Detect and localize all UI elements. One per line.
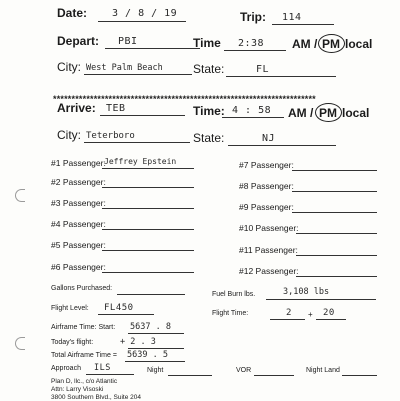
night-land-line bbox=[342, 375, 377, 376]
arrive-state-line bbox=[228, 145, 336, 146]
arrive-am: AM / bbox=[288, 106, 314, 120]
passenger-4-label: #4 Passenger: bbox=[51, 219, 106, 229]
binder-hole-bottom bbox=[15, 337, 25, 350]
arrive-time-value: 4 : 58 bbox=[232, 105, 272, 116]
passenger-6-line bbox=[102, 272, 194, 273]
airframe-start-value: 5637 . 8 bbox=[130, 322, 171, 332]
depart-city-value: West Palm Beach bbox=[86, 63, 163, 73]
passenger-8-line bbox=[292, 191, 377, 192]
gallons-label: Gallons Purchased: bbox=[51, 285, 113, 292]
night-line bbox=[168, 375, 212, 376]
flight-time-hours-line bbox=[270, 319, 305, 320]
approach-value: ILS bbox=[94, 363, 111, 373]
arrive-state-value: NJ bbox=[262, 133, 276, 144]
arrive-state-label: State: bbox=[193, 131, 225, 145]
passenger-10-line bbox=[296, 233, 377, 234]
total-airframe-line bbox=[125, 361, 185, 362]
passenger-6-label: #6 Passenger: bbox=[51, 262, 106, 272]
depart-city-label: City: bbox=[57, 60, 81, 74]
flight-time-label: Flight Time: bbox=[212, 310, 249, 317]
arrive-value: TEB bbox=[106, 103, 126, 114]
fuel-burn-line bbox=[266, 299, 376, 300]
depart-time-line bbox=[224, 50, 286, 51]
passenger-5-label: #5 Passenger: bbox=[51, 240, 106, 250]
depart-local: local bbox=[345, 37, 373, 51]
depart-line bbox=[105, 48, 200, 49]
airframe-start-label: Airframe Time: Start: bbox=[51, 324, 116, 331]
date-line bbox=[98, 21, 186, 22]
arrive-city-value: Teterboro bbox=[86, 131, 135, 141]
passenger-9-label: #9 Passenger: bbox=[239, 202, 294, 212]
depart-am: AM / bbox=[292, 37, 318, 51]
arrive-city-label: City: bbox=[57, 128, 81, 142]
airframe-start-line bbox=[128, 333, 184, 334]
depart-state-label: State: bbox=[193, 62, 225, 76]
date-label: Date: bbox=[57, 6, 88, 20]
trip-line bbox=[272, 24, 334, 25]
date-value: 3 / 8 / 19 bbox=[112, 8, 178, 19]
passenger-2-label: #2 Passenger: bbox=[51, 177, 106, 187]
passenger-2-line bbox=[102, 187, 194, 188]
flight-time-minutes: 20 bbox=[323, 308, 335, 318]
today-flight-value: + 2 . 3 bbox=[120, 337, 156, 347]
passenger-11-line bbox=[296, 255, 377, 256]
depart-city-line bbox=[84, 74, 192, 75]
arrive-label: Arrive: bbox=[57, 101, 96, 115]
trip-label: Trip: bbox=[240, 10, 266, 24]
depart-label: Depart: bbox=[57, 34, 100, 48]
fuel-burn-label: Fuel Burn lbs. bbox=[212, 291, 256, 298]
depart-value: PBI bbox=[118, 36, 138, 47]
passenger-5-line bbox=[102, 250, 194, 251]
arrive-time-line bbox=[222, 117, 284, 118]
passenger-3-line bbox=[102, 208, 194, 209]
passenger-12-line bbox=[296, 276, 377, 277]
arrive-time-label: Time: bbox=[193, 104, 225, 118]
arrive-city-line bbox=[84, 142, 190, 143]
flight-level-label: Flight Level: bbox=[51, 305, 89, 312]
passenger-11-label: #11 Passenger: bbox=[239, 245, 298, 255]
separator-stars: *********************************************************************** bbox=[53, 94, 316, 104]
flight-level-line bbox=[98, 314, 154, 315]
flight-level-value: FL450 bbox=[104, 303, 134, 313]
depart-time-value: 2:38 bbox=[238, 38, 265, 49]
depart-pm-circle bbox=[318, 34, 345, 53]
passenger-9-line bbox=[292, 212, 377, 213]
fuel-burn-value: 3,108 lbs bbox=[283, 287, 330, 297]
passenger-7-label: #7 Passenger: bbox=[239, 160, 294, 170]
flight-time-hours: 2 bbox=[286, 308, 292, 318]
arrive-pm: PM bbox=[319, 106, 337, 120]
arrive-line bbox=[100, 115, 185, 116]
arrive-pm-circle bbox=[315, 103, 342, 122]
today-flight-label: Today's flight: bbox=[51, 339, 94, 346]
depart-pm: PM bbox=[322, 37, 340, 51]
depart-state-line bbox=[226, 76, 336, 77]
arrive-local: local bbox=[342, 106, 370, 120]
footer-line-1: Plan D, llc., c/o Atlantic bbox=[51, 378, 118, 385]
passenger-1-value: Jeffrey Epstein bbox=[104, 157, 177, 166]
passenger-7-line bbox=[292, 170, 377, 171]
passenger-4-line bbox=[102, 229, 194, 230]
total-airframe-label: Total Airframe Time = bbox=[51, 352, 117, 359]
approach-label: Approach bbox=[51, 365, 81, 372]
binder-hole-top bbox=[15, 189, 25, 202]
passenger-8-label: #8 Passenger: bbox=[239, 181, 294, 191]
vor-label: VOR bbox=[236, 367, 252, 374]
footer-line-2: Attn: Larry Visoski bbox=[51, 386, 104, 393]
passenger-1-label: #1 Passenger: bbox=[51, 158, 106, 168]
passenger-1-line bbox=[102, 168, 194, 169]
night-land-label: Night Land bbox=[306, 367, 340, 374]
vor-line bbox=[254, 375, 294, 376]
depart-time-label: Time bbox=[193, 36, 221, 50]
trip-value: 114 bbox=[282, 12, 302, 23]
depart-state-value: FL bbox=[256, 64, 270, 75]
footer-line-3: 3800 Southern Blvd., Suite 204 bbox=[51, 394, 141, 401]
night-label: Night bbox=[147, 367, 164, 374]
total-airframe-value: 5639 . 5 bbox=[127, 350, 168, 360]
today-flight-line bbox=[128, 348, 184, 349]
passenger-3-label: #3 Passenger: bbox=[51, 198, 106, 208]
passenger-12-label: #12 Passenger: bbox=[239, 266, 299, 276]
passenger-10-label: #10 Passenger: bbox=[239, 223, 299, 233]
flight-time-plus: + bbox=[308, 310, 313, 319]
flight-time-minutes-line bbox=[316, 319, 346, 320]
gallons-line bbox=[117, 294, 185, 295]
approach-line bbox=[86, 374, 134, 375]
